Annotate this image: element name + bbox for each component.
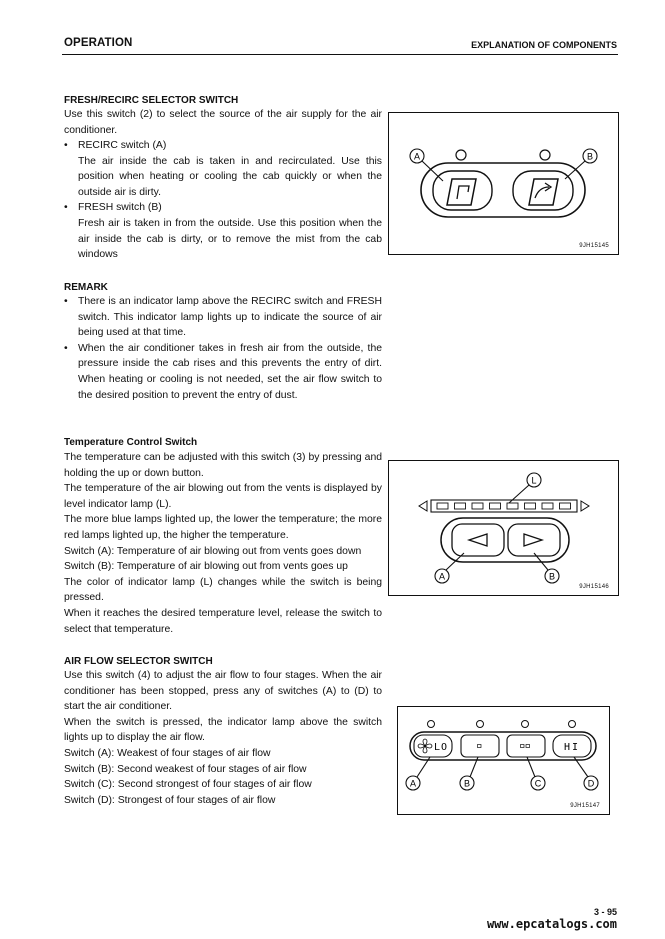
fan-icon [418,739,432,753]
fresh-icon [529,179,558,205]
airflow-figure [397,706,610,815]
airflow-body [64,668,382,808]
figure-id: 9JH15145 [579,243,609,249]
airflow-paragraph: Switch (A): Weakest of four stages of air flow [64,747,271,759]
recirc-text: The air inside the cab is taken in and recirculated. Use this position when heating or cooling the cab quickly or when the outside air is dirty. [78,155,382,198]
temp-up-button [508,524,560,556]
airflow-paragraph: Switch (C): Second strongest of four stages of air flow [64,779,312,791]
bullet: • [64,202,68,214]
page-number: 3 - 95 [593,907,617,917]
temp-paragraph: The temperature can be adjusted with this switch (3) by pressing and holding the up or down button. [64,452,382,479]
list-item [64,200,382,262]
temp-figure [388,460,619,596]
level-lamp [455,503,466,509]
temp-diagram [389,461,618,595]
remark-item: When the air conditioner takes in fresh air from the outside, the pressure inside the cab rises and this prevents the entry of dirt. When heating or cooling is not needed, set the air flow switch to the desired position to prevent the entry of dust. [78,342,382,401]
temp-title: Temperature Control Switch [64,437,198,448]
list-item [64,341,382,403]
level-lamp [525,503,536,509]
bullet: • [64,342,68,354]
remark-item: There is an indicator lamp above the RECIRC switch and FRESH switch. This indicator lamp lights up to indicate the source of air being used at that time. [78,296,382,339]
temp-paragraph: Switch (B): Temperature of air blowing out from vents goes up [64,561,348,573]
callout-l-label: L [531,475,537,486]
hi-label: HI [563,742,581,753]
fresh-recirc-diagram [389,113,618,254]
level-lamp [472,503,483,509]
list-item [64,138,382,200]
callout-a-label: A [413,151,421,162]
temp-paragraph: The temperature of the air blowing out from the vents is displayed by level indicator lamp (L). [64,483,382,510]
fresh-lamp [540,150,550,160]
airflow-diagram [398,707,609,814]
temp-body [64,450,382,637]
recirc-switch [433,171,492,210]
bullet: • [64,296,68,307]
callout-c-label: C [534,778,542,789]
figure-id: 9JH15146 [579,584,609,590]
callout-a-label: A [409,778,417,789]
recirc-lamp [456,150,466,160]
fresh-label: FRESH switch (B) [78,202,162,214]
level-indicator [431,500,577,512]
callout-b-label: B [463,778,471,789]
recirc-icon [447,179,476,205]
watermark-url: www.epcatalogs.com [486,917,617,931]
airflow-paragraph: Switch (D): Strongest of four stages of air flow [64,794,276,806]
temp-paragraph: The more blue lamps lighted up, the lower the temperature; the more red lamps lighted up, the higher the temperature. [64,514,382,541]
fresh-text: Fresh air is taken in from the outside. Use this position when the air inside the cab is dirty, or to remove the mist from the cab windows [78,217,382,261]
callout-b-label: B [586,151,594,162]
fresh-recirc-list [64,138,382,263]
fresh-recirc-title: FRESH/RECIRC SELECTOR SWITCH [64,95,239,106]
level-lamp [490,503,501,509]
level-lamp [542,503,553,509]
temp-paragraph: Switch (A): Temperature of air blowing out from vents goes down [64,545,362,557]
temp-down-button [452,524,504,556]
airflow-paragraph: When the switch is pressed, the indicator lamp above the switch lights up to display the air flow. [64,716,382,744]
callout-b-label: B [548,571,556,582]
bullet: • [64,140,68,151]
chapter-header: EXPLANATION OF COMPONENTS [471,40,617,50]
right-arrow-icon [524,534,542,546]
fresh-recirc-intro: Use this switch (2) to select the source of the air supply for the air conditioner. [64,109,382,136]
fresh-switch [513,171,573,210]
callout-a-label: A [438,571,446,582]
lo-label: LO [434,742,449,753]
list-item [64,294,382,341]
recirc-label: RECIRC switch (A) [78,140,167,151]
remark-title: REMARK [64,282,108,293]
temp-paragraph: The color of indicator lamp (L) changes while the switch is being pressed. [64,576,382,604]
section-header: OPERATION [64,37,133,49]
callout-d-label: D [587,778,595,789]
airflow-paragraph: Use this switch (4) to adjust the air flow to four stages. When the air conditioner has been stopped, press any of switches (A) to (D) to start the air conditioner. [64,670,382,713]
level-lamp [437,503,448,509]
left-arrow-icon [469,534,487,546]
airflow-button-2 [461,735,499,757]
header-rule [62,54,618,55]
airflow-title: AIR FLOW SELECTOR SWITCH [64,656,213,667]
fresh-recirc-figure [388,112,619,255]
remark-list [64,294,382,403]
level-lamp [507,503,518,509]
level-lamp [560,503,571,509]
temp-paragraph: When it reaches the desired temperature level, release the switch to select that temperature. [64,607,382,635]
airflow-paragraph: Switch (B): Second weakest of four stages of air flow [64,763,307,775]
figure-id: 9JH15147 [570,803,600,809]
